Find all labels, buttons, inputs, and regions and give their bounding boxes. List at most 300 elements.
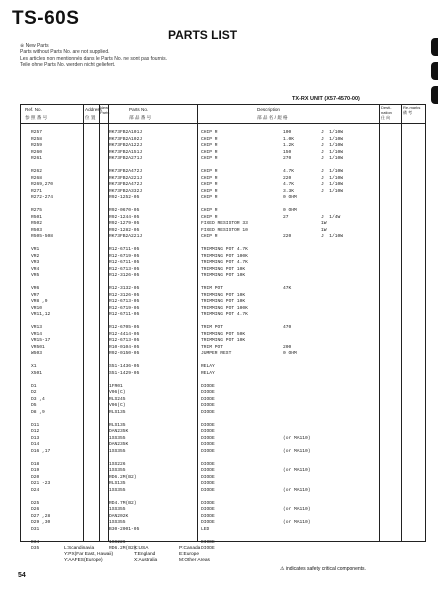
spec-cell: (or MA110) bbox=[283, 435, 311, 441]
description-cell: RELAY bbox=[201, 370, 215, 376]
table-row bbox=[21, 228, 425, 233]
table-row bbox=[21, 429, 425, 434]
note-line: Parts without Parts No. are not supplied. bbox=[20, 49, 110, 56]
part-number-cell: RK73FB2A221J bbox=[109, 175, 143, 181]
part-number-cell: RK73FB2A332J bbox=[109, 188, 143, 194]
ref-cell: D24 bbox=[31, 487, 40, 493]
safety-note: ⚠ indicates safety critical components. bbox=[280, 566, 366, 572]
spec-cell: 1.2K bbox=[283, 143, 295, 148]
table-row bbox=[21, 137, 425, 142]
ref-cell: D20 bbox=[31, 474, 40, 480]
header-desc-jp: 部 品 名 / 規 格 bbox=[257, 115, 288, 120]
description-cell: DIODE bbox=[201, 546, 215, 551]
rating-cell: J 1/10W bbox=[321, 149, 344, 155]
description-cell: CHIP R bbox=[201, 175, 218, 181]
rating-cell: 1W bbox=[321, 227, 327, 233]
spec-cell: 1.0K bbox=[283, 136, 295, 142]
table-row bbox=[21, 351, 425, 356]
table-row bbox=[21, 293, 425, 298]
ref-cell: D5 bbox=[31, 403, 37, 408]
table-row bbox=[21, 364, 425, 369]
ref-cell: R260 bbox=[31, 149, 43, 155]
part-number-cell: RK73FB2A271J bbox=[109, 156, 143, 161]
header-address-label: Address bbox=[85, 107, 102, 112]
table-row bbox=[21, 488, 425, 493]
part-number-cell: RD6.2M(B2) bbox=[109, 474, 137, 480]
ref-cell: R272-274 bbox=[31, 195, 54, 200]
part-number-cell: RLS135 bbox=[109, 409, 126, 415]
table-row bbox=[21, 234, 425, 239]
description-cell: TRIMMING POT 100K bbox=[201, 305, 248, 311]
ref-cell: D16 ,17 bbox=[31, 448, 51, 454]
part-number-cell: 1SS355 bbox=[109, 487, 126, 493]
part-number-cell: R92-1244-05 bbox=[109, 214, 140, 220]
ref-cell: R269,270 bbox=[31, 182, 54, 187]
description-cell: TRIMMING POT 4.7K bbox=[201, 312, 248, 317]
description-cell: TRIM POT bbox=[201, 286, 224, 291]
ref-cell: VR5 bbox=[31, 273, 40, 278]
description-cell: DIODE bbox=[201, 481, 215, 486]
header-ref-jp: 参 照 番 号 bbox=[25, 115, 48, 120]
spec-cell: 0 OHM bbox=[283, 195, 297, 200]
column-divider bbox=[379, 105, 380, 123]
part-number-cell: RD4.7M(B2) bbox=[109, 500, 137, 506]
ref-cell: R501 bbox=[31, 214, 43, 220]
table-row bbox=[21, 221, 425, 226]
ref-cell: VR13 bbox=[31, 325, 43, 330]
column-divider bbox=[197, 105, 198, 123]
legend-item: E:Europe bbox=[179, 552, 200, 557]
table-row bbox=[21, 501, 425, 506]
part-number-cell: R12-6711-05 bbox=[109, 247, 140, 252]
table-row bbox=[21, 319, 425, 324]
ref-cell: VR4 bbox=[31, 266, 40, 272]
description-cell: DIODE bbox=[201, 409, 215, 415]
part-number-cell: R12-6713-05 bbox=[109, 266, 140, 272]
table-row bbox=[21, 507, 425, 512]
description-cell: TRIMMING POT 100K bbox=[201, 253, 248, 259]
table-row bbox=[21, 481, 425, 486]
spec-cell: (or MA110) bbox=[283, 520, 311, 525]
ref-cell: R257 bbox=[31, 130, 43, 135]
part-number-cell: 1SS226 bbox=[109, 461, 126, 467]
header-new: New Parts bbox=[100, 105, 110, 115]
ref-cell: D21 -23 bbox=[31, 481, 51, 486]
ref-cell: R503 bbox=[31, 227, 43, 233]
part-number-cell: R12-6713-05 bbox=[109, 299, 140, 304]
rating-cell: J 1/10W bbox=[321, 130, 344, 135]
spec-cell: (or MA110) bbox=[283, 448, 311, 454]
table-row bbox=[21, 176, 425, 181]
spec-cell: 220 bbox=[283, 175, 292, 181]
part-number-cell: DAN235K bbox=[109, 442, 129, 447]
table-row bbox=[21, 403, 425, 408]
ref-cell: D31 bbox=[31, 526, 40, 532]
table-row bbox=[21, 423, 425, 428]
ref-cell: VR501 bbox=[31, 344, 45, 350]
header-desc bbox=[257, 105, 347, 123]
part-number-cell: R92-1279-05 bbox=[109, 221, 140, 226]
description-cell: LED bbox=[201, 526, 210, 532]
table-row bbox=[21, 143, 425, 148]
table-row bbox=[21, 332, 425, 337]
table-row bbox=[21, 169, 425, 174]
part-number-cell: R12-3132-05 bbox=[109, 286, 140, 291]
header-dest-label: Desti-nation bbox=[381, 105, 392, 115]
ref-cell: D34 bbox=[31, 539, 40, 545]
part-number-cell: R12-6713-05 bbox=[109, 338, 140, 343]
table-row bbox=[21, 358, 425, 363]
ref-cell: X501 bbox=[31, 370, 43, 376]
ref-cell: D27 ,28 bbox=[31, 513, 51, 519]
ref-cell: R261 bbox=[31, 156, 43, 161]
legend-column bbox=[134, 546, 157, 564]
header-parts-jp: 部 品 番 号 bbox=[129, 115, 152, 120]
part-number-cell: R12-6711-05 bbox=[109, 260, 140, 265]
model-title: TS-60S bbox=[12, 8, 80, 29]
table-row bbox=[21, 286, 425, 291]
part-number-cell: R12-6719-05 bbox=[109, 253, 140, 259]
ref-cell: VR7 bbox=[31, 292, 40, 298]
table-row bbox=[21, 215, 425, 220]
table-row bbox=[21, 195, 425, 200]
note-line: Les articles non mentionnés dans le Parts No. ne sont pas fournis. bbox=[20, 55, 168, 62]
description-cell: DIODE bbox=[201, 500, 215, 506]
ref-cell: D13 bbox=[31, 435, 40, 441]
description-cell: DIODE bbox=[201, 403, 215, 408]
ref-cell: D3 ,4 bbox=[31, 396, 45, 402]
spec-cell: 270 bbox=[283, 156, 292, 161]
page-number: 54 bbox=[18, 572, 26, 579]
part-number-cell: R12-3126-05 bbox=[109, 273, 140, 278]
ref-cell: D2 bbox=[31, 390, 37, 395]
description-cell: DIODE bbox=[201, 442, 215, 447]
description-cell: FIXED RESISTOR 33 bbox=[201, 221, 248, 226]
header-parts-label: Parts No. bbox=[129, 107, 149, 112]
description-cell: RELAY bbox=[201, 364, 215, 369]
table-row bbox=[21, 442, 425, 447]
ref-cell: R268 bbox=[31, 175, 43, 181]
spec-cell: 470 bbox=[283, 325, 292, 330]
description-cell: TRIMMING POT 10K bbox=[201, 338, 246, 343]
spec-cell: (or MA110) bbox=[283, 507, 311, 512]
description-cell: DIODE bbox=[201, 461, 215, 467]
description-cell: CHIP R bbox=[201, 195, 218, 200]
legend-item: M:Other Areas bbox=[179, 558, 210, 563]
table-row bbox=[21, 449, 425, 454]
description-cell: DIODE bbox=[201, 468, 215, 473]
spec-cell: (or MA110) bbox=[283, 487, 311, 493]
ref-cell: D18 bbox=[31, 461, 40, 467]
description-cell: TRIM POT bbox=[201, 344, 224, 350]
spec-cell: 47K bbox=[283, 286, 292, 291]
header-dest-jp: 仕 向 bbox=[381, 115, 391, 120]
ref-cell: VR3 bbox=[31, 260, 40, 265]
table-row bbox=[21, 208, 425, 213]
rating-cell: J 1/10W bbox=[321, 182, 344, 187]
legend-item: T:England bbox=[134, 552, 156, 557]
description-cell: JUMPER REST bbox=[201, 351, 232, 356]
legend-item: P:Canada bbox=[179, 546, 201, 551]
header-parts bbox=[129, 105, 189, 123]
description-cell: CHIP R bbox=[201, 143, 218, 148]
description-cell: TRIMMING POT 10K bbox=[201, 292, 246, 298]
description-cell: DIODE bbox=[201, 448, 215, 454]
ref-cell: VR14 bbox=[31, 331, 43, 337]
table-row bbox=[21, 202, 425, 207]
side-tabs bbox=[431, 38, 439, 110]
table-row bbox=[21, 416, 425, 421]
rating-cell: J 1/10W bbox=[321, 169, 344, 174]
description-cell: DIODE bbox=[201, 539, 215, 545]
part-number-cell: R92-0150-05 bbox=[109, 351, 140, 356]
ref-cell: R258 bbox=[31, 136, 43, 142]
ref-cell: R271 bbox=[31, 188, 43, 194]
ref-cell: W503 bbox=[31, 351, 43, 356]
column-divider bbox=[108, 105, 109, 123]
table-row bbox=[21, 455, 425, 460]
part-number-cell: 1SS355 bbox=[109, 468, 126, 473]
part-number-cell: RK73FB2A151J bbox=[109, 149, 143, 155]
ref-cell: D11 bbox=[31, 422, 40, 428]
spec-cell: 100 bbox=[283, 130, 292, 135]
description-cell: CHIP R bbox=[201, 182, 218, 187]
ref-cell: VR8 ,9 bbox=[31, 299, 48, 304]
ref-cell: D14 bbox=[31, 442, 40, 447]
table-row bbox=[21, 371, 425, 376]
ref-cell: VR11,12 bbox=[31, 312, 51, 317]
rating-cell: J 1/10W bbox=[321, 143, 344, 148]
note-line: ※ New Parts bbox=[20, 43, 49, 49]
header-address-jp: 位 置 bbox=[85, 115, 96, 120]
table-row bbox=[21, 527, 425, 532]
table-row bbox=[21, 514, 425, 519]
table-row bbox=[21, 150, 425, 155]
table-row bbox=[21, 273, 425, 278]
spec-cell: 0 OHM bbox=[283, 208, 297, 213]
ref-cell: R505-508 bbox=[31, 234, 54, 239]
table-row bbox=[21, 325, 425, 330]
description-cell: TRIMMING POT 50K bbox=[201, 331, 246, 337]
ref-cell: D25 bbox=[31, 500, 40, 506]
ref-cell: R262 bbox=[31, 169, 43, 174]
part-number-cell: R92-1282-05 bbox=[109, 227, 140, 233]
description-cell: DIODE bbox=[201, 383, 215, 389]
description-cell: DIODE bbox=[201, 422, 215, 428]
description-cell: DIODE bbox=[201, 396, 215, 402]
table-row bbox=[21, 475, 425, 480]
table-row bbox=[21, 189, 425, 194]
legend-item: X:Australia bbox=[134, 558, 158, 563]
part-number-cell: V06(C) bbox=[109, 403, 126, 408]
description-cell: CHIP R bbox=[201, 208, 218, 213]
table-row bbox=[21, 156, 425, 161]
description-cell: CHIP R bbox=[201, 214, 218, 220]
part-number-cell: R12-4414-05 bbox=[109, 331, 140, 337]
ref-cell: D19 bbox=[31, 468, 40, 473]
part-number-cell: RK73FB2A472J bbox=[109, 169, 143, 174]
legend-column bbox=[179, 546, 210, 564]
description-cell: CHIP R bbox=[201, 234, 218, 239]
description-cell: TRIMMING POT 10K bbox=[201, 299, 246, 304]
description-cell: DIODE bbox=[201, 487, 215, 493]
table-row bbox=[21, 260, 425, 265]
table-row bbox=[21, 397, 425, 402]
rating-cell: J 1/10W bbox=[321, 234, 344, 239]
part-number-cell: S51-1429-05 bbox=[109, 370, 140, 376]
side-tab bbox=[431, 38, 438, 56]
legend-item: Y:AAFES(Europe) bbox=[64, 558, 103, 563]
table-row bbox=[21, 338, 425, 343]
rating-cell: J 1/10W bbox=[321, 188, 344, 194]
rating-cell: 1W bbox=[321, 221, 327, 226]
part-number-cell: RD6.2M(B2) bbox=[109, 546, 137, 551]
part-number-cell: RLS245 bbox=[109, 396, 126, 402]
table-row bbox=[21, 345, 425, 350]
table-row bbox=[21, 247, 425, 252]
table-row bbox=[21, 377, 425, 382]
part-number-cell: RLS135 bbox=[109, 481, 126, 486]
part-number-cell: R92-0670-05 bbox=[109, 208, 140, 213]
table-row bbox=[21, 436, 425, 441]
spec-cell: 4.7K bbox=[283, 169, 295, 174]
ref-cell: X1 bbox=[31, 364, 37, 369]
header-ref-label: Ref. No. bbox=[25, 107, 42, 112]
description-cell: DIODE bbox=[201, 507, 215, 512]
part-number-cell: R10-0104-05 bbox=[109, 344, 140, 350]
description-cell: DIODE bbox=[201, 513, 215, 519]
rating-cell: J 1/10W bbox=[321, 156, 344, 161]
description-cell: CHIP R bbox=[201, 136, 218, 142]
header-desc-label: Description bbox=[257, 107, 280, 112]
description-cell: CHIP R bbox=[201, 149, 218, 155]
part-number-cell: 1SS355 bbox=[109, 435, 126, 441]
rating-cell: J 1/10W bbox=[321, 136, 344, 142]
description-cell: TRIMMING POT 4.7K bbox=[201, 247, 248, 252]
ref-cell: R259 bbox=[31, 143, 43, 148]
spec-cell: 27 bbox=[283, 214, 289, 220]
part-number-cell: 1SS355 bbox=[109, 448, 126, 454]
page-title: PARTS LIST bbox=[168, 28, 238, 42]
table-row bbox=[21, 241, 425, 246]
table-row bbox=[21, 254, 425, 259]
side-tab bbox=[431, 86, 438, 104]
part-number-cell: R92-1252-05 bbox=[109, 195, 140, 200]
part-number-cell: R12-6705-05 bbox=[109, 325, 140, 330]
table-row bbox=[21, 533, 425, 538]
part-number-cell: RK73FB2A122J bbox=[109, 143, 143, 148]
ref-cell: VR2 bbox=[31, 253, 40, 259]
description-cell: TRIM POT bbox=[201, 325, 224, 330]
spec-cell: 3.3K bbox=[283, 188, 295, 194]
table-row bbox=[21, 390, 425, 395]
part-number-cell: 1SS355 bbox=[109, 520, 126, 525]
column-divider bbox=[83, 105, 84, 123]
description-cell: CHIP R bbox=[201, 188, 218, 194]
description-cell: DIODE bbox=[201, 474, 215, 480]
ref-cell: D8 ,9 bbox=[31, 409, 45, 415]
ref-cell: R275 bbox=[31, 208, 43, 213]
description-cell: CHIP R bbox=[201, 169, 218, 174]
part-number-cell: R12-6711-05 bbox=[109, 312, 140, 317]
spec-cell: 200 bbox=[283, 344, 292, 350]
description-cell: DIODE bbox=[201, 390, 215, 395]
header-remarks-label: Re-marks bbox=[403, 105, 421, 110]
header-dest bbox=[381, 105, 401, 123]
spec-cell: 220 bbox=[283, 234, 292, 239]
ref-cell: D26 bbox=[31, 507, 40, 512]
table-row bbox=[21, 182, 425, 187]
notes-block bbox=[20, 43, 260, 68]
part-number-cell: RK73FB2A101J bbox=[109, 130, 143, 135]
ref-cell: VR1 bbox=[31, 247, 40, 252]
part-number-cell: R12-6719-05 bbox=[109, 305, 140, 311]
description-cell: DIODE bbox=[201, 429, 215, 434]
part-number-cell: R12-3126-05 bbox=[109, 292, 140, 298]
part-number-cell: DAN202K bbox=[109, 513, 129, 519]
ref-cell: VR10 bbox=[31, 305, 43, 311]
header-remarks bbox=[403, 105, 423, 123]
part-number-cell: RLS135 bbox=[109, 422, 126, 428]
ref-cell: R502 bbox=[31, 221, 43, 226]
part-number-cell: 1SS226 bbox=[109, 539, 126, 545]
spec-cell: 4.7K bbox=[283, 182, 295, 187]
table-row bbox=[21, 306, 425, 311]
description-cell: TRIMMING POT 4.7K bbox=[201, 260, 248, 265]
table-row bbox=[21, 468, 425, 473]
legend-item: Y:PX(Far East, Hawaii) bbox=[64, 552, 114, 557]
header-remarks-jp: 備 考 bbox=[403, 110, 413, 115]
legend-item: K:USA bbox=[134, 546, 149, 551]
ref-cell: VR15-17 bbox=[31, 338, 51, 343]
ref-cell: D1 bbox=[31, 383, 37, 389]
ref-cell: VR6 bbox=[31, 286, 40, 291]
legend-item: L:Scandinavia bbox=[64, 546, 95, 551]
description-cell: DIODE bbox=[201, 435, 215, 441]
table-row bbox=[21, 280, 425, 285]
spec-cell: (or MA110) bbox=[283, 468, 311, 473]
table-row bbox=[21, 163, 425, 168]
ref-cell: D12 bbox=[31, 429, 40, 434]
table-row bbox=[21, 384, 425, 389]
table-row bbox=[21, 540, 425, 545]
spec-cell: 0 OHM bbox=[283, 351, 297, 356]
description-cell: CHIP R bbox=[201, 156, 218, 161]
description-cell: TRIMMING POT 10K bbox=[201, 266, 246, 272]
rating-cell: J 1/10W bbox=[321, 175, 344, 181]
part-number-cell: B30-2001-05 bbox=[109, 526, 140, 532]
part-number-cell: RK73FB2A102J bbox=[109, 136, 143, 142]
table-header bbox=[21, 105, 425, 124]
table-row bbox=[21, 130, 425, 135]
description-cell: FIXED RESISTOR 10 bbox=[201, 227, 248, 233]
part-number-cell: 1FR01 bbox=[109, 383, 123, 389]
part-number-cell: RK73FB2A221J bbox=[109, 234, 143, 239]
part-number-cell: RK73FB2A472J bbox=[109, 182, 143, 187]
description-cell: CHIP R bbox=[201, 130, 218, 135]
description-cell: TRIMMING POT 10K bbox=[201, 273, 246, 278]
part-number-cell: V06(C) bbox=[109, 390, 126, 395]
ref-cell: D35 bbox=[31, 546, 40, 551]
part-number-cell: S51-1436-05 bbox=[109, 364, 140, 369]
rating-cell: J 1/4W bbox=[321, 214, 341, 220]
unit-label: TX-RX UNIT (X57-4570-00) bbox=[292, 96, 360, 102]
table-row bbox=[21, 462, 425, 467]
table-row bbox=[21, 494, 425, 499]
note-line: Teile ohne Parts No. werden nicht geliefert. bbox=[20, 61, 116, 68]
header-ref bbox=[25, 105, 83, 123]
part-number-cell: DAN235K bbox=[109, 429, 129, 434]
